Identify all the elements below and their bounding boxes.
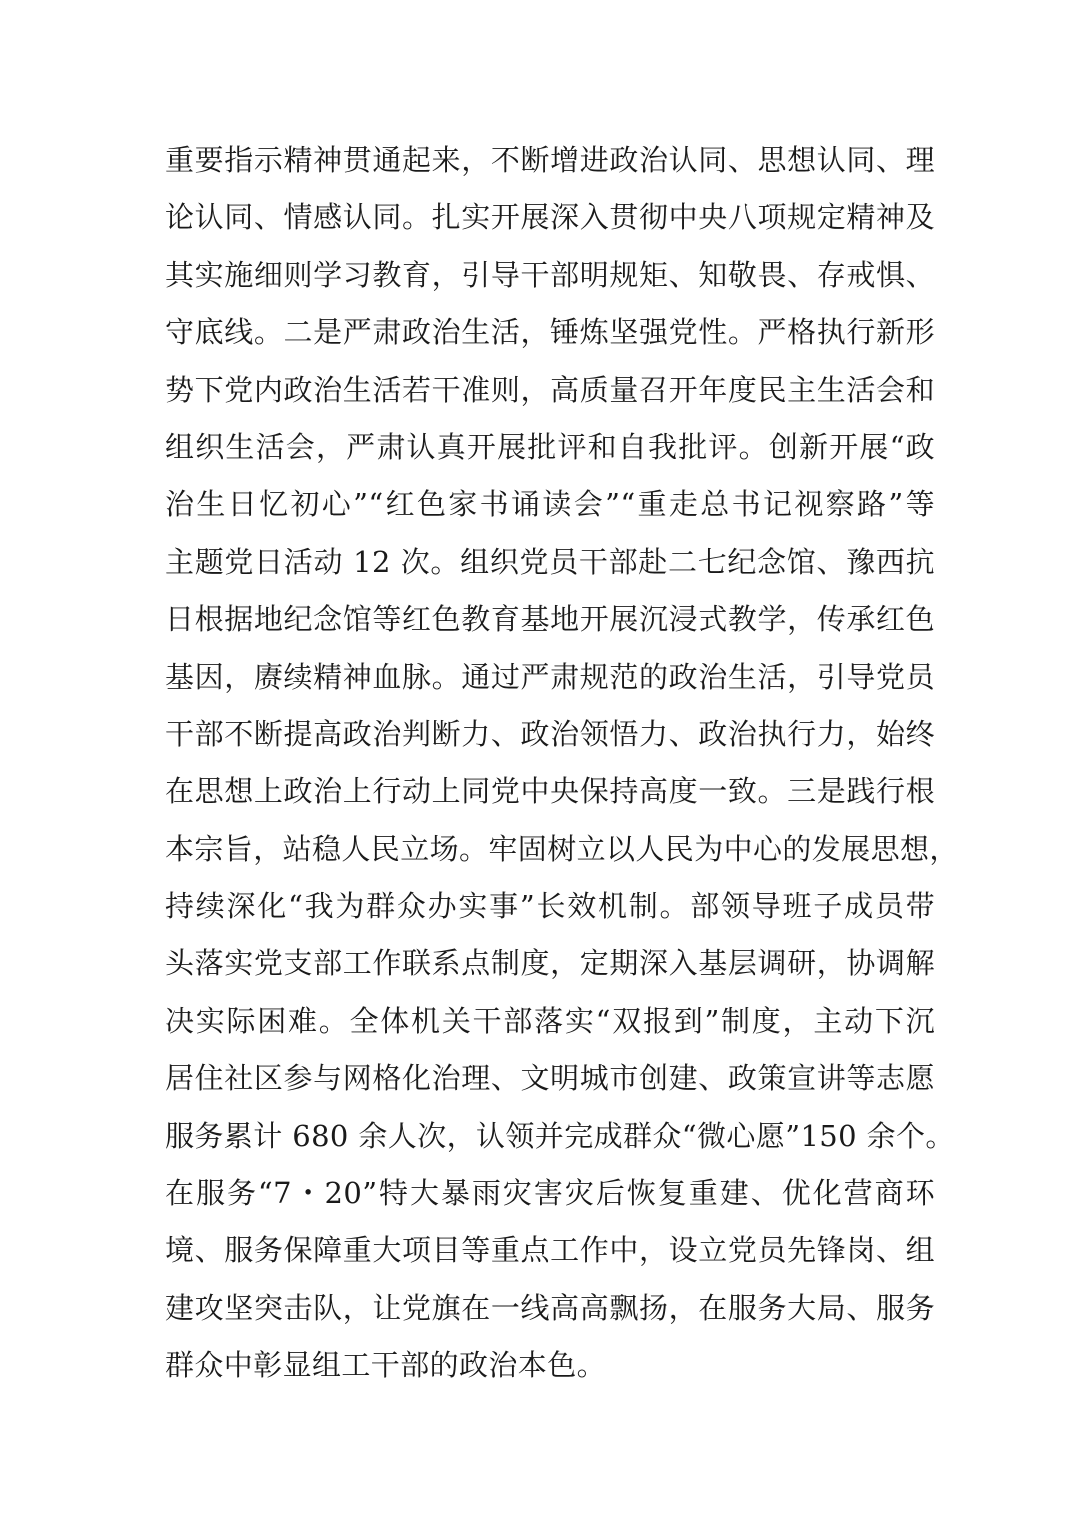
text-line: 建攻坚突击队，让党旗在一线高高飘扬，在服务大局、服务: [165, 1290, 935, 1325]
text-line: 境、服务保障重大项目等重点工作中，设立党员先锋岗、组: [165, 1233, 935, 1268]
text-line: 重要指示精神贯通起来，不断增进政治认同、思想认同、理: [165, 143, 935, 177]
text-line: 治生日忆初心”“红色家书诵读会”“重走总书记视察路”等: [165, 487, 935, 522]
text-line: 基因，赓续精神血脉。通过严肃规范的政治生活，引导党员: [165, 659, 935, 694]
text-line: 守底线。二是严肃政治生活，锤炼坚强党性。严格执行新形: [165, 315, 935, 350]
text-line: 服务累计 680 余人次，认领并完成群众“微心愿”150 余个。: [165, 1118, 955, 1153]
text-line: 群众中彰显组工干部的政治本色。: [165, 1348, 607, 1383]
text-line: 干部不断提高政治判断力、政治领悟力、政治执行力，始终: [165, 716, 935, 751]
text-line: 居住社区参与网格化治理、文明城市创建、政策宣讲等志愿: [165, 1061, 935, 1096]
body-paragraph: [165, 132, 959, 1395]
text-line: 势下党内政治生活若干准则，高质量召开年度民主生活会和: [165, 372, 935, 407]
text-line: 论认同、情感认同。扎实开展深入贯彻中央八项规定精神及: [165, 200, 935, 235]
text-line: 头落实党支部工作联系点制度，定期深入基层调研，协调解: [165, 946, 935, 981]
text-line: 在思想上政治上行动上同党中央保持高度一致。三是践行根: [165, 774, 935, 809]
text-line: 组织生活会，严肃认真开展批评和自我批评。创新开展“政: [165, 429, 935, 464]
text-line: 主题党日活动 12 次。组织党员干部赴二七纪念馆、豫西抗: [165, 544, 935, 579]
text-line: 其实施细则学习教育，引导干部明规矩、知敬畏、存戒惧、: [165, 257, 935, 292]
text-line: 日根据地纪念馆等红色教育基地开展沉浸式教学，传承红色: [165, 602, 935, 637]
text-line: 决实际困难。全体机关干部落实“双报到”制度，主动下沉: [165, 1003, 935, 1038]
text-line: 在服务“7・20”特大暴雨灾害灾后恢复重建、优化营商环: [165, 1176, 935, 1211]
text-line: 持续深化“我为群众办实事”长效机制。部领导班子成员带: [165, 889, 935, 924]
text-line: 本宗旨，站稳人民立场。牢固树立以人民为中心的发展思想，: [165, 831, 959, 866]
